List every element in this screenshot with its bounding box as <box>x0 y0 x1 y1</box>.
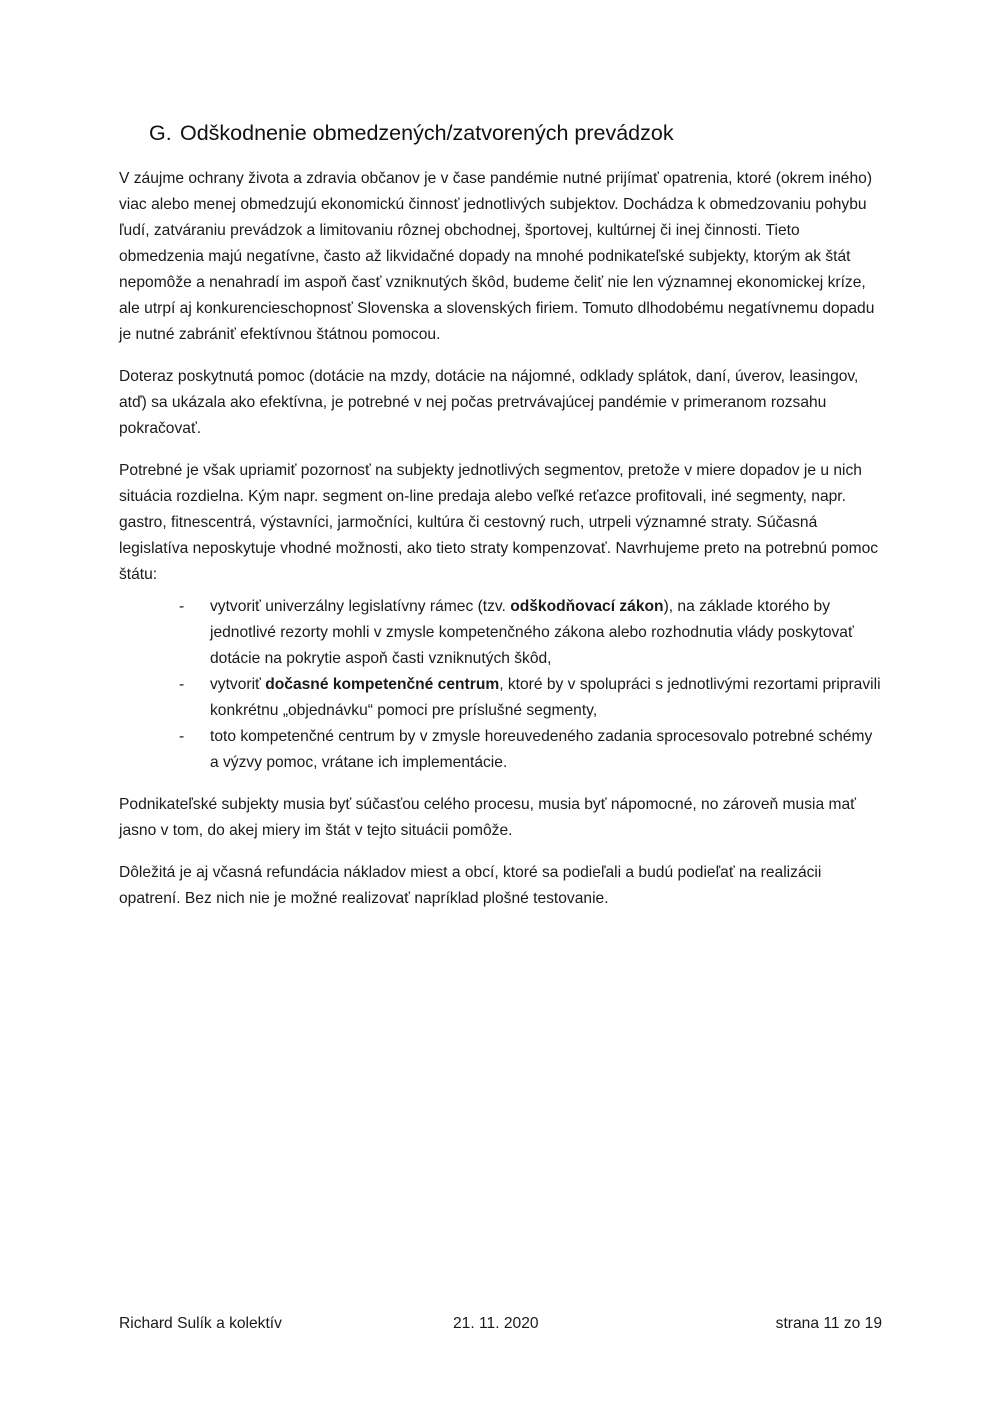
section-heading <box>149 118 885 148</box>
list-item-text-before: vytvoriť univerzálny legislatívny rámec (tzv. <box>210 598 511 615</box>
list-dash: - <box>179 676 185 693</box>
list-item-text-after: ), na základe ktorého by jednotlivé rezorty mohli v zmysle kompetenčného zákona alebo rozhodnutia vlády poskytovať dotácie na pokrytie aspoň časti vzniknutých škôd, <box>210 598 854 667</box>
paragraph-refund: Dôležitá je aj včasná refundácia nákladov miest a obcí, ktoré sa podieľali a budú podieľať na realizácii opatrení. Bez nich nie je možné realizovať napríklad plošné testovanie. <box>119 864 822 907</box>
list-item-text-after: , ktoré by v spolupráci s jednotlivými rezortami pripravili konkrétnu „objednávku“ pomoci pre príslušné segmenty, <box>210 676 881 719</box>
paragraph-intro: V záujme ochrany života a zdravia občanov je v čase pandémie nutné prijímať opatrenia, ktoré (okrem iného) viac alebo menej obmedzujú ekonomickú činnosť jednotlivých subjektov. Dochádza k obmedzovaniu pohybu ľudí, zatváraniu prevádzok a limitovaniu rôznej obchodnej, športovej, kultúrnej či inej činnosti. Tieto obmedzenia majú negatívne, často až likvidačné dopady na mnohé podnikateľské subjekty, ktorým ak štát nepomôže a nenahradí im aspoň časť vzniknutých škôd, budeme čeliť nie len významnej ekonomickej kríze, ale utrpí aj konkurencieschopnosť Slovenska a slovenských firiem. Tomuto dlhodobému negatívnemu dopadu je nutné zabrániť efektívnou štátnou pomocou. <box>119 170 875 343</box>
list-dash: - <box>179 598 185 615</box>
section-letter: G. <box>149 121 172 145</box>
list-item-bold: odškodňovací zákon <box>510 598 664 615</box>
page-content <box>119 118 885 928</box>
paragraph-business-subjects: Podnikateľské subjekty musia byť súčasťou celého procesu, musia byť nápomocné, no zároveň musia mať jasno v tom, do akej miery im štát v tejto situácii pomôže. <box>119 796 856 839</box>
proposal-list <box>119 594 885 776</box>
list-item-bold: dočasné kompetenčné centrum <box>265 676 500 693</box>
list-item <box>119 672 885 724</box>
paragraph-existing-aid: Doteraz poskytnutá pomoc (dotácie na mzdy, dotácie na nájomné, odklady splátok, daní, úverov, leasingov, atď) sa ukázala ako efektívna, je potrebné v nej počas pretrvávajúcej pandémie v primeranom rozsahu pokračovať. <box>119 368 859 437</box>
list-item-text-before: vytvoriť <box>210 676 266 693</box>
page-footer <box>119 1312 882 1336</box>
list-item-text-before: toto kompetenčné centrum by v zmysle horeuvedeného zadania sprocesovalo potrebné schémy a výzvy pomoc, vrátane ich implementácie. <box>210 728 873 771</box>
list-item <box>119 594 885 672</box>
section-title: Odškodnenie obmedzených/zatvorených prevádzok <box>180 121 674 145</box>
footer-page-number: strana 11 zo 19 <box>775 1315 882 1332</box>
list-item <box>119 724 885 776</box>
list-dash: - <box>179 728 185 745</box>
paragraph-segments: Potrebné je však upriamiť pozornosť na subjekty jednotlivých segmentov, pretože v miere dopadov je u nich situácia rozdielna. Kým napr. segment on-line predaja alebo veľké reťazce profitovali, iné segmenty, napr. gastro, fitnescentrá, výstavníci, jarmočníci, kultúra či cestovný ruch, utrpeli významné straty. Súčasná legislatíva neposkytuje vhodné možnosti, ako tieto straty kompenzovať. Navrhujeme preto na potrebnú pomoc štátu: <box>119 462 879 583</box>
footer-author: Richard Sulík a kolektív <box>119 1315 282 1332</box>
footer-date: 21. 11. 2020 <box>453 1315 539 1332</box>
